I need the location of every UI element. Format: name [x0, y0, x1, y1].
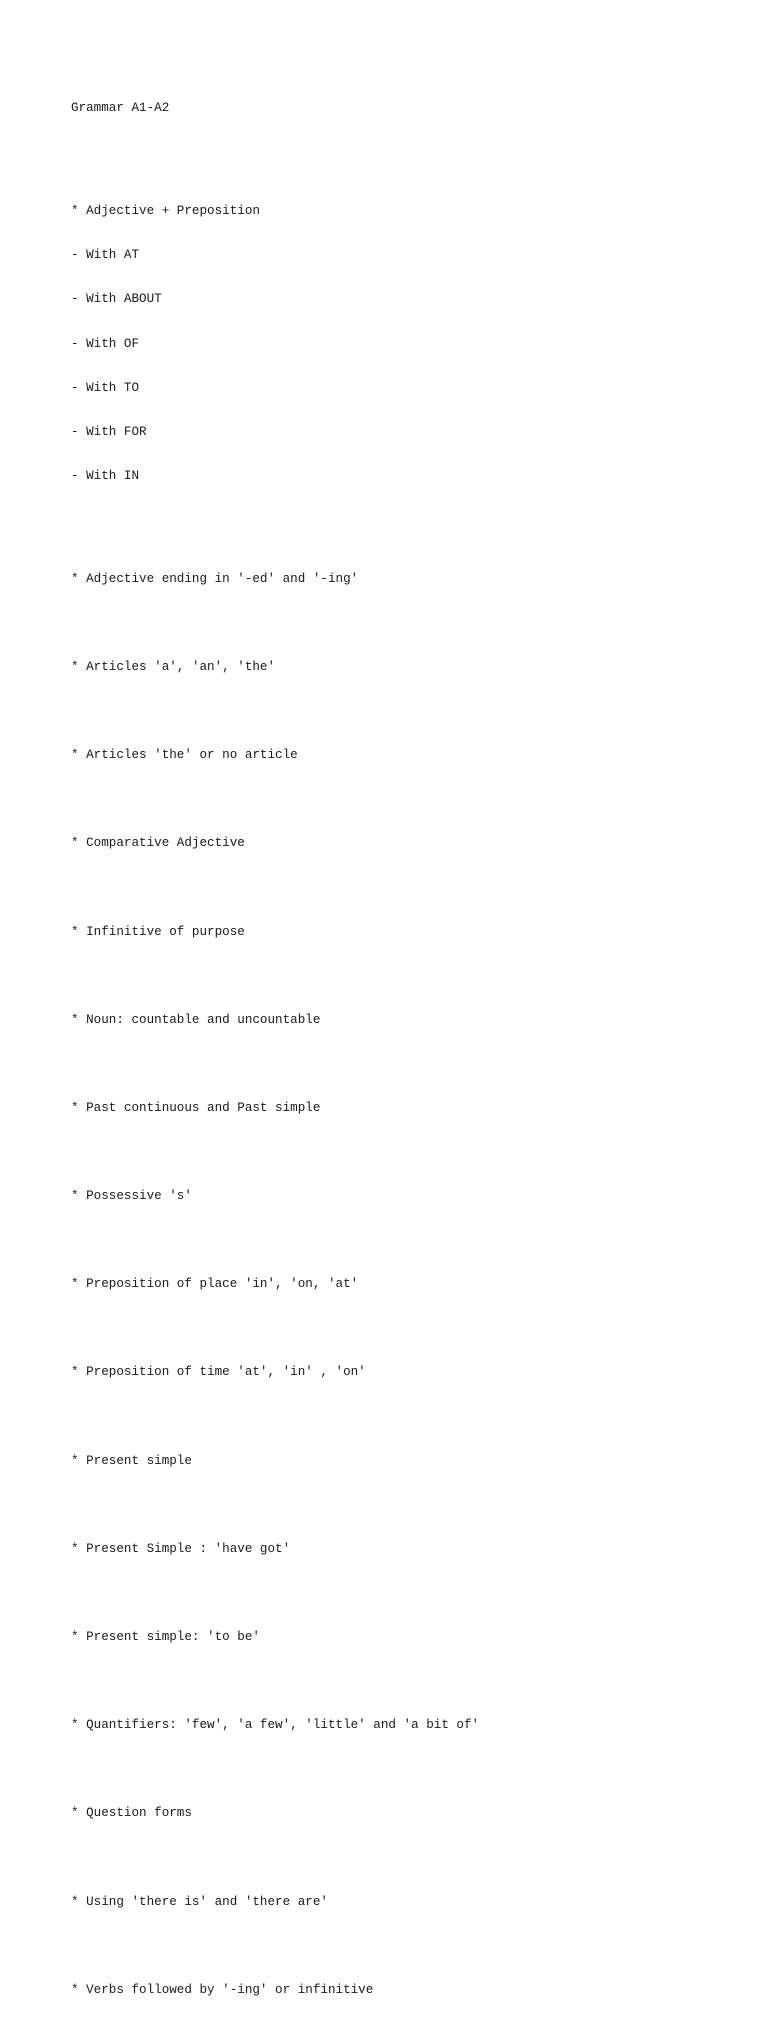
spacer: [71, 1057, 479, 1072]
topic-heading: * Preposition of time 'at', 'in' , 'on': [71, 1365, 366, 1380]
spacer: [71, 1850, 479, 1865]
topic-subitem: - With ABOUT: [71, 292, 162, 307]
topic-heading: * Infinitive of purpose: [71, 924, 245, 939]
topic-heading: * Question forms: [71, 1806, 192, 1821]
spacer: [71, 146, 479, 161]
topic-heading: * Adjective ending in '-ed' and '-ing': [71, 571, 359, 586]
topic-heading: * Present simple: 'to be': [71, 1630, 260, 1644]
topic-heading: * Noun: countable and uncountable: [71, 1012, 321, 1027]
spacer: [71, 1939, 479, 1954]
spacer: [71, 1674, 479, 1689]
topic-heading: * Past continuous and Past simple: [71, 1100, 321, 1115]
spacer: [71, 513, 479, 528]
topic-subitem: - With TO: [71, 380, 140, 395]
spacer: [71, 880, 479, 895]
topic-heading: * Articles 'the' or no article: [71, 748, 298, 763]
spacer: [71, 1498, 479, 1513]
topic-subitem: - With OF: [71, 336, 140, 351]
spacer: [71, 1762, 479, 1777]
topic-subitem: - With FOR: [71, 424, 147, 439]
spacer: [71, 1586, 479, 1601]
spacer: [71, 616, 479, 631]
spacer: [71, 792, 479, 807]
topic-heading: * Verbs followed by '-ing' or infinitive: [71, 1982, 374, 1997]
spacer: [71, 969, 479, 984]
topic-heading: * Present Simple : 'have got': [71, 1541, 291, 1556]
spacer: [71, 704, 479, 719]
topic-heading: * Using 'there is' and 'there are': [71, 1894, 328, 1909]
topic-heading: * Adjective + Preposition: [71, 204, 260, 219]
spacer: [71, 1145, 479, 1160]
topic-heading: * Preposition of place 'in', 'on, 'at': [71, 1277, 359, 1292]
spacer: [71, 1233, 479, 1248]
document-content: [71, 72, 479, 2027]
topic-heading: * Quantifiers: 'few', 'a few', 'little' and 'a bit of': [71, 1718, 480, 1733]
topic-subitem: - With IN: [71, 468, 140, 483]
topic-heading: * Articles 'a', 'an', 'the': [71, 659, 276, 674]
document-title: Grammar A1-A2: [71, 101, 170, 116]
topic-heading: * Present simple: [71, 1453, 192, 1468]
topic-heading: * Possessive 's': [71, 1189, 192, 1204]
spacer: [71, 1410, 479, 1425]
topic-heading: * Comparative Adjective: [71, 836, 245, 851]
topic-subitem: - With AT: [71, 248, 140, 263]
spacer: [71, 1321, 479, 1336]
